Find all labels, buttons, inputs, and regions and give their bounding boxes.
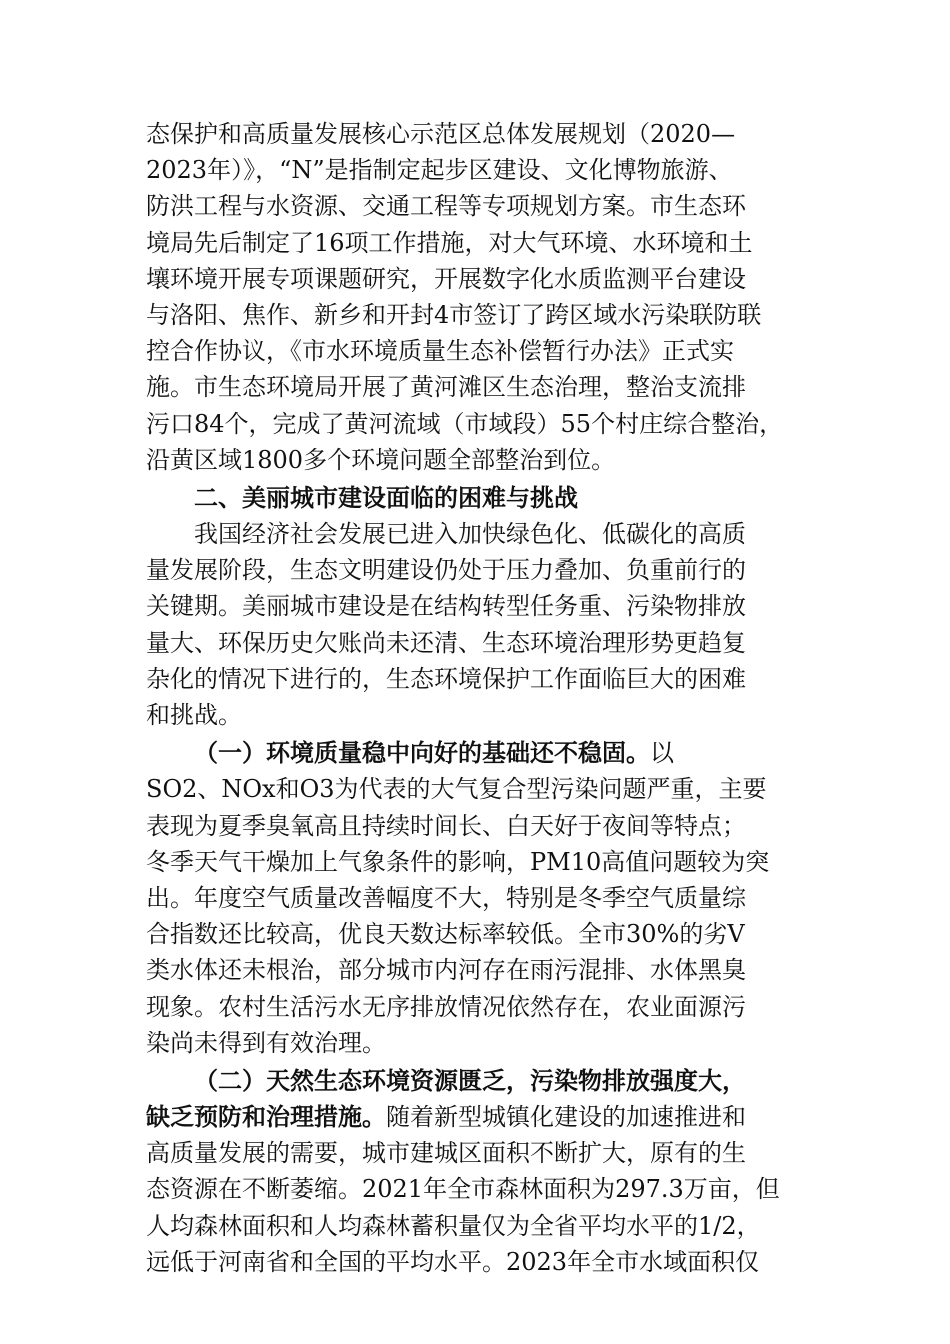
- text-line: 合指数还比较高，优良天数达标率较低。全市30%的劣Ⅴ: [146, 920, 745, 949]
- text-line: 施。市生态环境局开展了黄河滩区生态治理，整治支流排: [146, 373, 746, 402]
- paragraph-ecological-resources: [146, 1063, 810, 1280]
- text-line: 高质量发展的需要，城市建城区面积不断扩大，原有的生: [146, 1139, 746, 1168]
- text-run: 随着新型城镇化建设的加速推进和: [386, 1103, 746, 1132]
- text-line: 控合作协议，《市水环境质量生态补偿暂行办法》正式实: [146, 337, 734, 366]
- text-line: 关键期。美丽城市建设是在结构转型任务重、污染物排放: [146, 592, 746, 621]
- text-line: 沿黄区域1800多个环境问题全部整治到位。: [146, 445, 616, 474]
- text-line: 污口84个，完成了黄河流域（市域段）55个村庄综合整治，: [146, 409, 784, 438]
- text-line: 染尚未得到有效治理。: [146, 1028, 386, 1057]
- subheading-continued: 缺乏预防和治理措施。: [146, 1103, 386, 1132]
- text-line: 防洪工程与水资源、交通工程等专项规划方案。市生态环: [146, 192, 746, 221]
- text-line: 量大、环保历史欠账尚未还清、生态环境治理形势更趋复: [146, 628, 746, 657]
- text-line: 与洛阳、焦作、新乡和开封4市签订了跨区域水污染联防联: [146, 300, 762, 329]
- text-line: 壤环境开展专项课题研究，开展数字化水质监测平台建设: [146, 264, 746, 293]
- text-line: 我国经济社会发展已进入加快绿色化、低碳化的高质: [194, 520, 746, 549]
- text-line: 和挑战。: [146, 701, 242, 729]
- text-line: 量发展阶段，生态文明建设仍处于压力叠加、负重前行的: [146, 556, 746, 585]
- document-page: [146, 116, 810, 1280]
- text-run: 以: [650, 739, 674, 768]
- text-line: 杂化的情况下进行的，生态环境保护工作面临巨大的困难: [146, 664, 746, 693]
- text-line: 远低于河南省和全国的平均水平。2023年全市水域面积仅: [146, 1247, 760, 1276]
- text-line: 态保护和高质量发展核心示范区总体发展规划（2020—: [146, 120, 736, 148]
- paragraph-environment-quality: [146, 735, 810, 1061]
- subheading-environment-quality: （一）环境质量稳中向好的基础还不稳固。: [194, 739, 650, 768]
- text-line: 境局先后制定了16项工作措施，对大气环境、水环境和土: [146, 228, 753, 257]
- text-line: 类水体还未根治，部分城市内河存在雨污混排、水体黑臭: [146, 956, 746, 985]
- text-line: 态资源在不断萎缩。2021年全市森林面积为297.3万亩，但: [146, 1175, 780, 1204]
- section-heading: 二、美丽城市建设面临的困难与挑战: [194, 483, 578, 512]
- text-line: 出。年度空气质量改善幅度不大，特别是冬季空气质量综: [146, 883, 746, 912]
- text-line: 人均森林面积和人均森林蓄积量仅为全省平均水平的1/2，: [146, 1211, 761, 1240]
- text-line: 现象。农村生活污水无序排放情况依然存在，农业面源污: [146, 992, 746, 1021]
- text-line: 表现为夏季臭氧高且持续时间长、白天好于夜间等特点；: [146, 811, 746, 840]
- text-line: SO2、NOx和O3为代表的大气复合型污染问题严重，主要: [146, 775, 767, 804]
- text-line: [146, 735, 810, 771]
- paragraph-plan-measures: [146, 116, 810, 478]
- paragraph-challenges-intro: [146, 516, 810, 733]
- text-line: 2023年）》，“N”是指制定起步区建设、文化博物旅游、: [146, 156, 733, 185]
- subheading-ecological-resources: （二）天然生态环境资源匮乏，污染物排放强度大，: [194, 1066, 746, 1095]
- text-line: 冬季天气干燥加上气象条件的影响，PM10高值问题较为突: [146, 847, 770, 876]
- text-line: [146, 1099, 810, 1135]
